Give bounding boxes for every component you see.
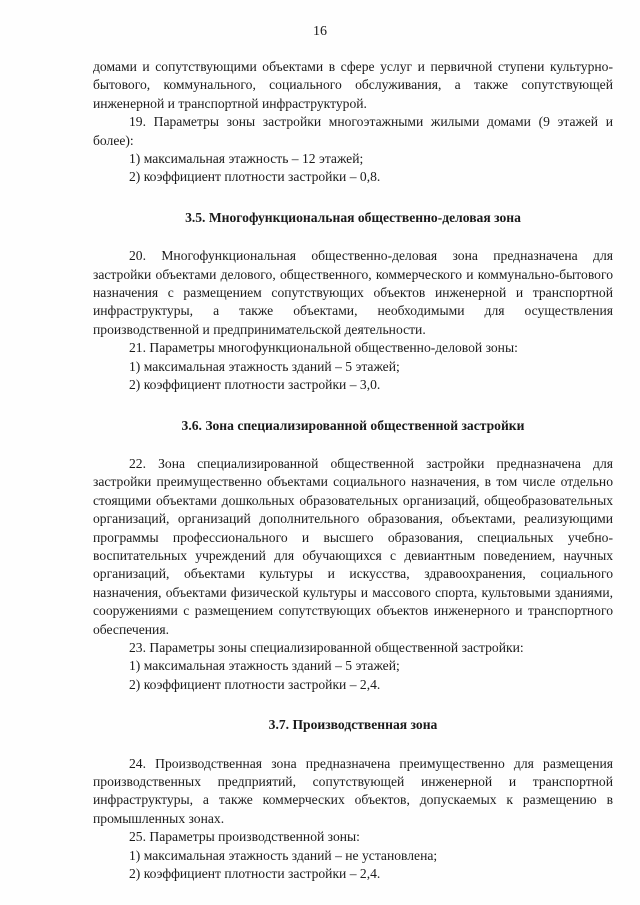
- paragraph-25-item-1: 1) максимальная этажность зданий – не установлена;: [129, 847, 438, 863]
- paragraph-25-item-2: 2) коэффициент плотности застройки – 2,4.: [129, 866, 381, 882]
- section-heading-3-6: 3.6. Зона специализированной общественной застройки: [181, 417, 525, 433]
- section-heading-3-7: 3.7. Производственная зона: [268, 717, 438, 733]
- paragraph-23: 23. Параметры зоны специализированной общественной застройки:: [129, 639, 524, 655]
- paragraph-19-item-2: 2) коэффициент плотности застройки – 0,8.: [129, 169, 381, 185]
- page-number: 16: [313, 24, 327, 39]
- section-heading-3-5: 3.5. Многофункциональная общественно-деловая зона: [185, 209, 521, 225]
- paragraph-19: 19. Параметры зоны застройки многоэтажными жилыми домами (9 этажей и более):: [93, 114, 613, 148]
- continuation-paragraph: домами и сопутствующими объектами в сфере услуг и первичной ступени культурно-бытового, коммунального, социального обслуживания, а также сопутствующей инженерной и транспортной инфраструктурой.: [93, 59, 613, 111]
- document-body: [93, 58, 613, 883]
- paragraph-21-item-1: 1) максимальная этажность зданий – 5 этажей;: [129, 358, 400, 374]
- paragraph-22: 22. Зона специализированной общественной застройки предназначена для застройки преимущественно объектами социального назначения, в том числе отдельно стоящими объектами дошкольных образовательных организаций, общеобразовательных организаций, организаций дополнительного образования, объектами, реализующими программы профессионального и высшего образования, специальных учебно-воспитательных учреждений для обучающихся с девиантным поведением, научных организаций, объектами культуры и искусства, здравоохранения, социального назначения, объектами физической культуры и массового спорта, культовыми зданиями, сооружениями с размещением сопутствующих объектов инженерного и транспортного обеспечения.: [93, 455, 613, 637]
- paragraph-24: 24. Производственная зона предназначена преимущественно для размещения производственных предприятий, сопутствующей инженерной и транспортной инфраструктуры, а также коммерческих объектов, допускаемых к размещению в промышленных зонах.: [93, 755, 613, 826]
- paragraph-25: 25. Параметры производственной зоны:: [129, 829, 360, 845]
- paragraph-20: 20. Многофункциональная общественно-деловая зона предназначена для застройки объектами делового, общественного, коммерческого и коммунально-бытового назначения с размещением сопутствующих объектов инженерной и транспортной инфраструктуры, а также объектами, необходимыми для осуществления производственной и предпринимательской деятельности.: [93, 248, 613, 337]
- paragraph-21: 21. Параметры многофункциональной общественно-деловой зоны:: [129, 340, 518, 356]
- paragraph-23-item-1: 1) максимальная этажность зданий – 5 этажей;: [129, 658, 400, 674]
- paragraph-23-item-2: 2) коэффициент плотности застройки – 2,4.: [129, 676, 381, 692]
- paragraph-21-item-2: 2) коэффициент плотности застройки – 3,0.: [129, 377, 381, 393]
- paragraph-19-item-1: 1) максимальная этажность – 12 этажей;: [129, 151, 364, 167]
